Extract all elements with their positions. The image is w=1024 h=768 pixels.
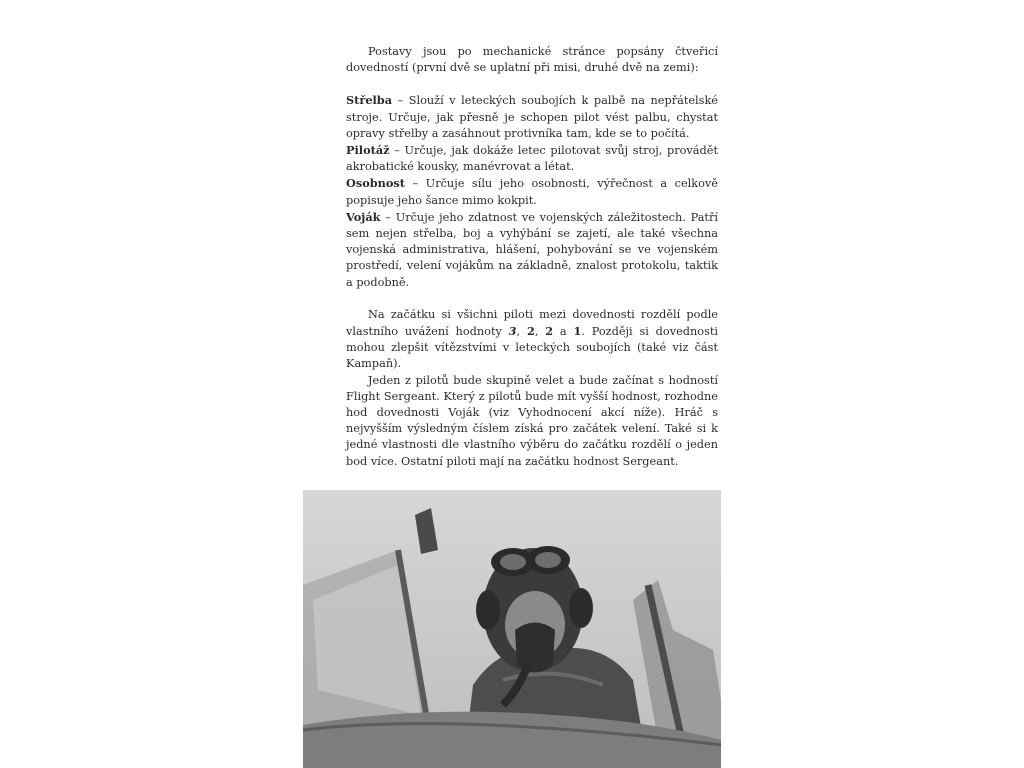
skill-term: Pilotáž bbox=[346, 143, 390, 158]
rank-paragraph: Jeden z pilotů bude skupině velet a bude začínat s hodností Flight Sergeant. Který z pilotů bude mít vyšší hodnost, rozhodne hod dovednosti Voják (viz Vyhodnocení akcí níže). Hráč s nejvyšším výsledným číslem získá pro začátek velení. Také si k jedné vlastnosti dle vlastního výběru do začátku rozdělí o jeden bod více. Ostatní piloti mají na začátku hodnost Sergeant. bbox=[346, 373, 718, 468]
skill-separator: – bbox=[380, 210, 396, 224]
paragraph-gap bbox=[346, 76, 718, 92]
skill-separator: – bbox=[389, 144, 405, 158]
body-text bbox=[346, 44, 718, 470]
skill-pilotaz bbox=[346, 142, 718, 175]
intro-paragraph: Postavy jsou po mechanické stránce popsány čtveřicí dovedností (první dvě se uplatní při misi, druhé dvě na zemi): bbox=[346, 45, 718, 75]
skill-term: Voják bbox=[346, 209, 381, 224]
pilot-photo bbox=[303, 490, 721, 768]
skill-separator: – bbox=[392, 94, 409, 108]
skill-separator: – bbox=[404, 177, 426, 191]
skill-term: Střelba bbox=[346, 93, 393, 108]
value-1: 1 bbox=[573, 324, 582, 339]
value-3: 3 bbox=[508, 324, 517, 339]
skill-description: Určuje sílu jeho osobnosti, výřečnost a celkově popisuje jeho šance mimo kokpit. bbox=[346, 177, 718, 207]
text-run: , bbox=[534, 325, 546, 339]
skill-description: Slouží v leteckých soubojích k palbě na nepřátelské stroje. Určuje, jak přesně je schopen pilot vést palbu, chystat opravy střelby a zasáhnout protivníka tam, kde se to počítá. bbox=[346, 94, 718, 140]
skill-vojak bbox=[346, 209, 718, 291]
value-2a: 2 bbox=[526, 324, 535, 339]
paragraph-gap bbox=[346, 291, 718, 307]
text-run: Na začátku si všichni piloti mezi dovednosti rozdělí podle vlastního uvážení hodnoty bbox=[346, 307, 718, 339]
pilot-in-cockpit-image bbox=[303, 490, 721, 768]
value-2b: 2 bbox=[545, 324, 554, 339]
skill-description: Určuje jeho zdatnost ve vojenských záležitostech. Patří sem nejen střelba, boj a vyhýbání se zajetí, ale také všechna vojenská administrativa, hlášení, pohybování se ve vojenském prostředí, velení vojákům na základně, znalost protokolu, taktik a podobně. bbox=[346, 210, 718, 289]
skill-strelba bbox=[346, 92, 718, 142]
text-run: . Později si dovednosti mohou zlepšit vítězstvími v leteckých soubojích (také viz část Kampaň). bbox=[346, 325, 719, 371]
text-run: a bbox=[553, 325, 574, 339]
skill-description: Určuje, jak dokáže letec pilotovat svůj stroj, provádět akrobatické kousky, manévrovat a létat. bbox=[346, 144, 718, 174]
skill-term: Osobnost bbox=[346, 176, 405, 191]
skill-osobnost bbox=[346, 175, 718, 208]
text-run: , bbox=[516, 325, 527, 339]
distribution-paragraph bbox=[346, 307, 718, 373]
